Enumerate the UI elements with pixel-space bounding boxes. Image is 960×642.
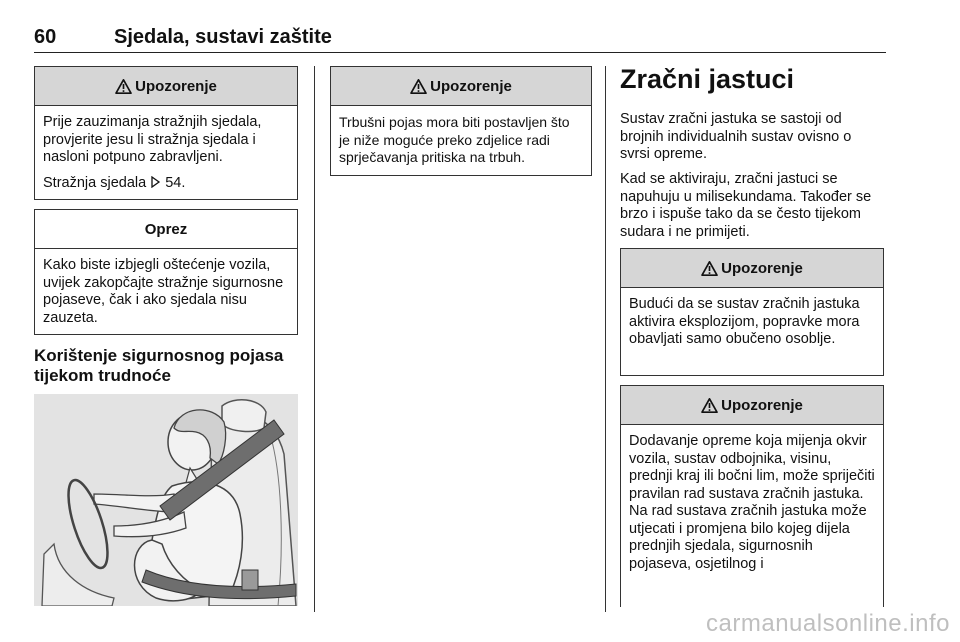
warning-box-body	[621, 425, 883, 581]
reference-text: Stražnja sjedala	[43, 174, 147, 191]
warning-box-header	[331, 67, 591, 106]
warning-box-lap-belt	[330, 66, 592, 176]
warning-box-added-equipment	[620, 385, 884, 607]
page-reference-arrow-icon	[150, 176, 161, 188]
warning-heading: Upozorenje	[721, 396, 803, 414]
section-title-airbags: Zračni jastuci	[620, 64, 795, 94]
caution-box-header	[35, 210, 297, 249]
warning-box-header	[621, 249, 883, 288]
column-divider-left	[314, 66, 315, 612]
pregnant-driver-seatbelt-illustration	[34, 394, 298, 606]
warning-box-rear-seats	[34, 66, 298, 200]
warning-box-body	[331, 106, 591, 175]
page-number: 60	[34, 26, 57, 48]
warning-text: Budući da se sustav zračnih jastuka aktivira eksplozijom, popravke mora obavljati samo obučeno osoblje.	[629, 296, 860, 347]
warning-box-header	[621, 386, 883, 425]
page-header	[34, 26, 886, 53]
warning-box-airbag-repair	[620, 248, 884, 376]
warning-heading: Upozorenje	[135, 77, 217, 95]
warning-box-body	[35, 106, 297, 200]
warning-text: Trbušni pojas mora biti postavljen što je niže moguće preko zdjelice radi sprječavanja pritiska na trbuh.	[339, 114, 570, 165]
warning-heading: Upozorenje	[721, 259, 803, 277]
caution-box	[34, 209, 298, 335]
warning-triangle-icon	[410, 79, 427, 94]
warning-box-body	[621, 288, 883, 357]
warning-triangle-icon	[701, 261, 718, 276]
subheading-pregnancy: Korištenje sigurnosnog pojasa tijekom trudnoće	[34, 346, 284, 385]
caution-box-body	[35, 249, 297, 335]
paragraph-airbag-activation: Kad se aktiviraju, zračni jastuci se napuhuju u milisekundama. Također se brzo i ispuše tako da se često tijekom sudara i ne primijeti.	[620, 171, 872, 240]
warning-triangle-icon	[115, 79, 132, 94]
paragraph-airbag-system: Sustav zračni jastuka se sastoji od brojnih individualnih sustav ovisno o svrsi opreme.	[620, 111, 852, 162]
footer-watermark: carmanualsonline.info	[706, 610, 950, 637]
warning-box-header	[35, 67, 297, 106]
warning-heading: Upozorenje	[430, 77, 512, 95]
cross-reference	[43, 175, 289, 193]
caution-text: Kako biste izbjegli oštećenje vozila, uvijek zakopčajte stražnje sigurnosne pojaseve, čak i ako sjedala nisu zauzeta.	[43, 257, 284, 326]
warning-text: Prije zauzimanja stražnjih sjedala, provjerite jesu li stražnja sjedala i nasloni potpuno zabravljeni.	[43, 114, 262, 165]
caution-heading: Oprez	[144, 220, 188, 238]
column-divider-right	[605, 66, 606, 612]
warning-text: Dodavanje opreme koja mijenja okvir vozila, sustav odbojnika, visinu, prednji kraj ili bočni lim, može spriječiti pravilan rad sustava zračnih jastuka. Na rad sustava zračnih jastuka može utjecati i promjena bilo kojeg dijela prednjih sjedala, sigurnosnih pojaseva, osjetilnog i	[629, 433, 875, 572]
warning-triangle-icon	[701, 398, 718, 413]
reference-page: 54.	[165, 174, 186, 191]
running-title: Sjedala, sustavi zaštite	[114, 26, 332, 48]
